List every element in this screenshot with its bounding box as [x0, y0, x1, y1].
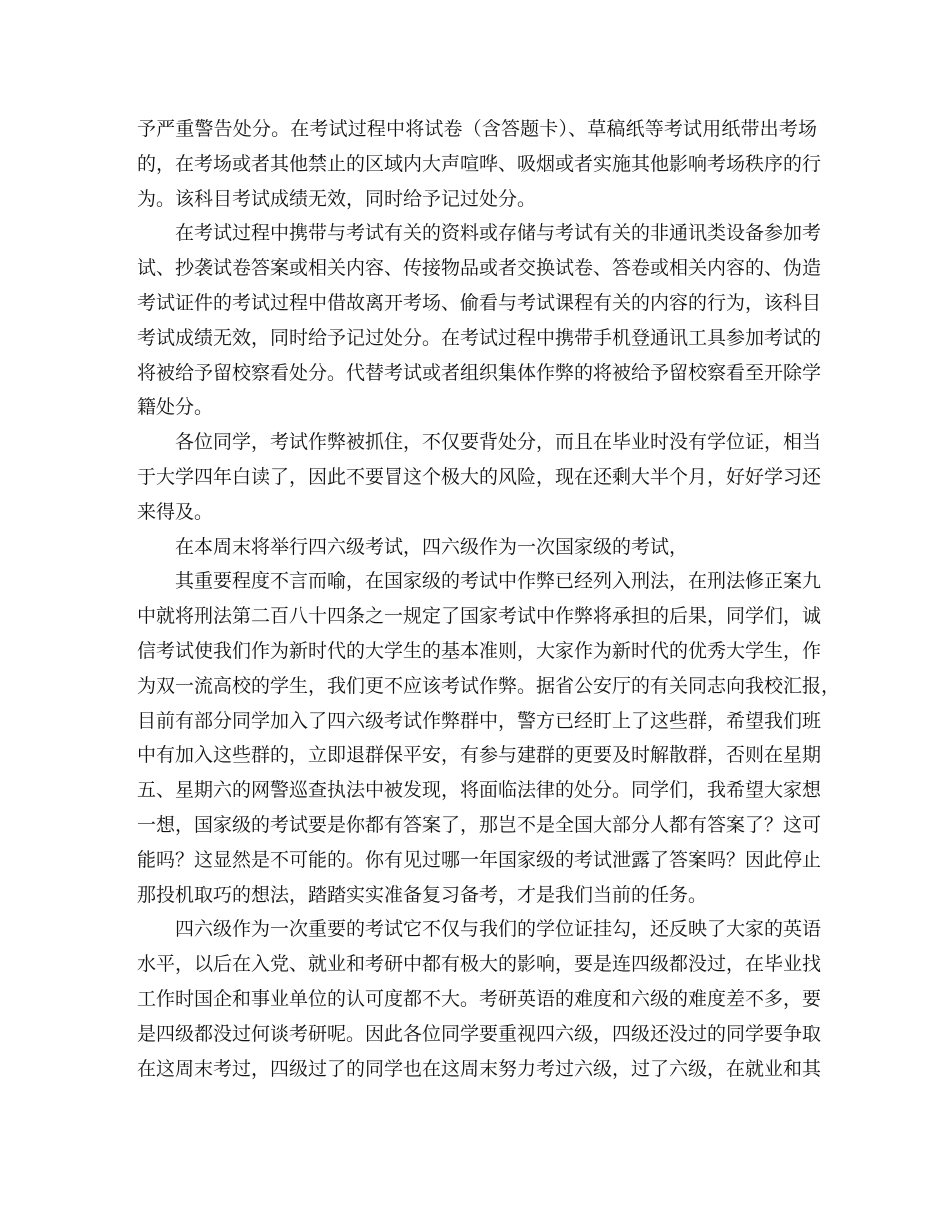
document-body: [137, 112, 841, 1086]
text-line: 能吗？这显然是不可能的。你有见过哪一年国家级的考试泄露了答案吗？因此停止: [137, 848, 822, 871]
text-line: 予严重警告处分。在考试过程中将试卷（含答题卡）、草稿纸等考试用纸带出考场: [137, 118, 817, 140]
text-line: 中就将刑法第二百八十四条之一规定了国家考试中作弊将承担的后果，同学们，诚: [137, 605, 822, 628]
text-line: 为双一流高校的学生，我们更不应该考试作弊。据省公安厅的有关同志向我校汇报，: [137, 674, 841, 697]
text-line: 的，在考场或者其他禁止的区域内大声喧哗、吸烟或者实施其他影响考场秩序的行: [137, 152, 822, 175]
text-line: 各位同学，考试作弊被抓住，不仅要背处分，而且在毕业时没有学位证，相当: [175, 431, 822, 454]
text-line: 将被给予留校察看处分。代替考试或者组织集体作弊的将被给予留校察看至开除学: [137, 361, 822, 384]
text-line: 是四级都没过何谈考研呢。因此各位同学要重视四六级，四级还没过的同学要争取: [137, 1022, 822, 1045]
text-line: 其重要程度不言而喻，在国家级的考试中作弊已经列入刑法，在刑法修正案九: [175, 570, 822, 593]
text-line: 五、星期六的网警巡查执法中被发现，将面临法律的处分。同学们，我希望大家想: [137, 779, 822, 802]
text-line: 工作时国企和事业单位的认可度都不大。考研英语的难度和六级的难度差不多，要: [137, 987, 822, 1010]
text-line: 试、抄袭试卷答案或相关内容、传接物品或者交换试卷、答卷或相关内容的、伪造: [137, 257, 822, 280]
text-line: 考试证件的考试过程中借故离开考场、偷看与考试课程有关的内容的行为，该科目: [137, 291, 822, 314]
text-line: 考试成绩无效，同时给予记过处分。在考试过程中携带手机登通讯工具参加考试的: [137, 326, 822, 349]
text-line: 水平，以后在入党、就业和考研中都有极大的影响，要是连四级都没过，在毕业找: [137, 953, 822, 976]
text-line: 于大学四年白读了，因此不要冒这个极大的风险，现在还剩大半个月，好好学习还: [137, 465, 822, 488]
text-line: 中有加入这些群的，立即退群保平安，有参与建群的更要及时解散群，否则在星期: [137, 744, 822, 767]
text-line: 来得及。: [137, 500, 214, 523]
text-line: 籍处分。: [137, 396, 214, 419]
text-line: 信考试使我们作为新时代的大学生的基本准则，大家作为新时代的优秀大学生，作: [137, 639, 822, 662]
text-line: 一想，国家级的考试要是你都有答案了，那岂不是全国大部分人都有答案了？这可: [137, 813, 822, 836]
text-line: 四六级作为一次重要的考试它不仅与我们的学位证挂勾，还反映了大家的英语: [175, 918, 822, 941]
text-line: 在这周末考过，四级过了的同学也在这周末努力考过六级，过了六级，在就业和其: [137, 1057, 822, 1080]
text-line: 在考试过程中携带与考试有关的资料或存储与考试有关的非通讯类设备参加考: [175, 222, 822, 245]
text-line: 那投机取巧的想法，踏踏实实准备复习备考，才是我们当前的任务。: [137, 883, 708, 906]
text-line: 为。该科目考试成绩无效，同时给予记过处分。: [137, 187, 537, 210]
text-line: 在本周末将举行四六级考试，四六级作为一次国家级的考试，: [175, 535, 689, 558]
text-line: 目前有部分同学加入了四六级考试作弊群中，警方已经盯上了这些群，希望我们班: [137, 709, 822, 732]
